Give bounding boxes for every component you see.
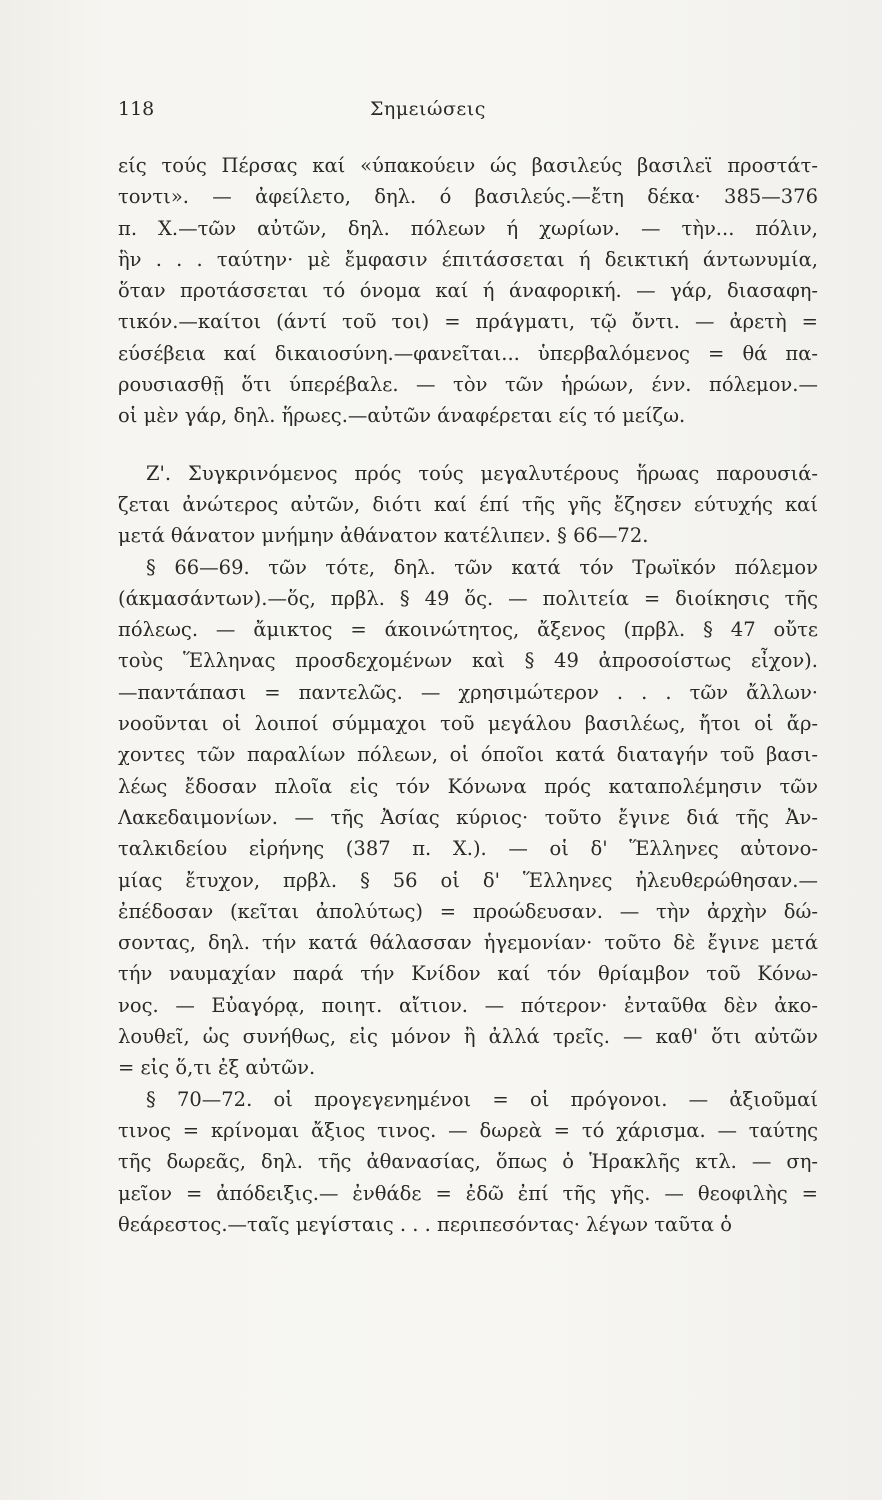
- text-line: = εἰς ὅ,τι ἐξ αὐτῶν.: [118, 1056, 316, 1080]
- text-line: τοντι». — ἀφείλετο, δηλ. ό βασιλεύς.—ἔτη δέκα· 385—376: [118, 185, 818, 209]
- paragraph: [118, 150, 818, 432]
- text-line: τήν ναυμαχίαν παρά τήν Κνίδον καί τόν θρίαμβον τοῦ Κόνω-: [118, 962, 818, 986]
- text-line: Ζ'. Συγκρινόμενος πρός τούς μεγαλυτέρους ἥρωας παρουσιά-: [146, 461, 818, 485]
- text-line: θεάρεστος.—ταῖς μεγίσταις . . . περιπεσόντας· λέγων ταῦτα ὁ: [118, 1212, 732, 1236]
- running-title: Σημειώσεις: [370, 98, 486, 120]
- text-line: ἣν . . . ταύτην· μὲ ἔμφασιν έπιτάσσεται ή δεικτική άντωνυμία,: [118, 247, 818, 271]
- paragraph: [118, 458, 818, 552]
- paragraph-gap: [118, 432, 818, 458]
- text-line: τῆς δωρεᾶς, δηλ. τῆς ἀθανασίας, ὅπως ὁ Ἡρακλῆς κτλ. — ση-: [118, 1150, 818, 1174]
- text-line: π. Χ.—τῶν αὐτῶν, δηλ. πόλεων ή χωρίων. — τὴν... πόλιν,: [118, 216, 818, 240]
- paragraph: [118, 552, 818, 1084]
- text-line: τικόν.—καίτοι (άντί τοῦ τοι) = πράγματι, τῷ ὄντι. — ἀρετὴ =: [118, 310, 818, 334]
- text-line: νοοῦνται οἱ λοιποί σύμμαχοι τοῦ μεγάλου βασιλέως, ἤτοι οἱ ἄρ-: [118, 712, 818, 736]
- text-line: νος. — Εὐαγόρᾳ, ποιητ. αἴτιον. — πότερον· ἐνταῦθα δὲν ἀκο-: [118, 993, 818, 1017]
- text-line: τοὺς Ἕλληνας προσδεχομένων καὶ § 49 ἀπροσοίστως εἶχον).: [118, 649, 818, 673]
- text-line: ταλκιδείου εἰρήνης (387 π. Χ.). — οἱ δ' Ἕλληνες αὐτονο-: [118, 837, 818, 861]
- page-number: 118: [118, 98, 155, 120]
- text-line: μίας ἔτυχον, πρβλ. § 56 οἱ δ' Ἕλληνες ἠλευθερώθησαν.—: [118, 868, 818, 892]
- text-line: Λακεδαιμονίων. — τῆς Ἀσίας κύριος· τοῦτο ἔγινε διά τῆς Ἀν-: [118, 805, 818, 829]
- text-line: λουθεῖ, ὡς συνήθως, εἰς μόνον ἢ ἀλλά τρεῖς. — καθ' ὅτι αὐτῶν: [118, 1025, 818, 1049]
- text-line: είς τούς Πέρσας καί «ύπακούειν ώς βασιλεύς βασιλεϊ προστάτ-: [118, 154, 818, 177]
- text-line: μετά θάνατον μνήμην ἀθάνατον κατέλιπεν. § 66—72.: [118, 524, 649, 548]
- text-line: εύσέβεια καί δικαιοσύνη.—φανεῖται... ὑπερβαλόμενος = θά πα-: [118, 341, 818, 365]
- text-line: οἱ μὲν γάρ, δηλ. ἥρωες.—αὐτῶν άναφέρεται είς τό μείζω.: [118, 404, 686, 428]
- text-line: ἐπέδοσαν (κεῖται ἀπολύτως) = προώδευσαν. — τὴν ἀρχὴν δώ-: [118, 899, 818, 923]
- text-line: χοντες τῶν παραλίων πόλεων, οἱ όποῖοι κατά διαταγήν τοῦ βασι-: [118, 743, 818, 767]
- paragraph: [118, 1084, 818, 1240]
- text-line: (άκμασάντων).—ὅς, πρβλ. § 49 ὅς. — πολιτεία = διοίκησις τῆς: [118, 586, 818, 610]
- text-line: § 66—69. τῶν τότε, δηλ. τῶν κατά τόν Τρωϊκόν πόλεμον: [146, 555, 818, 579]
- text-line: πόλεως. — ἄμικτος = άκοινώτητος, ἄξενος (πρβλ. § 47 οὔτε: [118, 618, 818, 642]
- page-header: [118, 98, 822, 128]
- text-line: § 70—72. οἱ προγεγενημένοι = οἱ πρόγονοι. — ἀξιοῦμαί: [146, 1087, 818, 1111]
- text-line: μεῖον = ἀπόδειξις.— ἐνθάδε = ἐδῶ ἐπί τῆς γῆς. — θεοφιλὴς =: [118, 1181, 818, 1205]
- text-line: —παντάπασι = παντελῶς. — χρησιμώτερον . . . τῶν ἄλλων·: [118, 680, 818, 704]
- text-line: ὅταν προτάσσεται τό όνομα καί ή άναφορική. — γάρ, διασαφη-: [118, 279, 818, 303]
- text-line: ζεται ἀνώτερος αὐτῶν, διότι καί έπί τῆς γῆς ἔζησεν εύτυχής καί: [118, 492, 818, 516]
- text-line: σοντας, δηλ. τήν κατά θάλασσαν ἡγεμονίαν· τοῦτο δὲ ἔγινε μετά: [118, 931, 818, 955]
- text-line: ρουσιασθῇ ὅτι ύπερέβαλε. — τὸν τῶν ἡρώων, ένν. πόλεμον.—: [118, 373, 818, 397]
- text-line: λέως ἔδοσαν πλοῖα εἰς τόν Κόνωνα πρός καταπολέμησιν τῶν: [118, 774, 818, 798]
- text-line: τινος = κρίνομαι ἄξιος τινος. — δωρεὰ = τό χάρισμα. — ταύτης: [118, 1118, 818, 1142]
- notes-body: [118, 150, 818, 1240]
